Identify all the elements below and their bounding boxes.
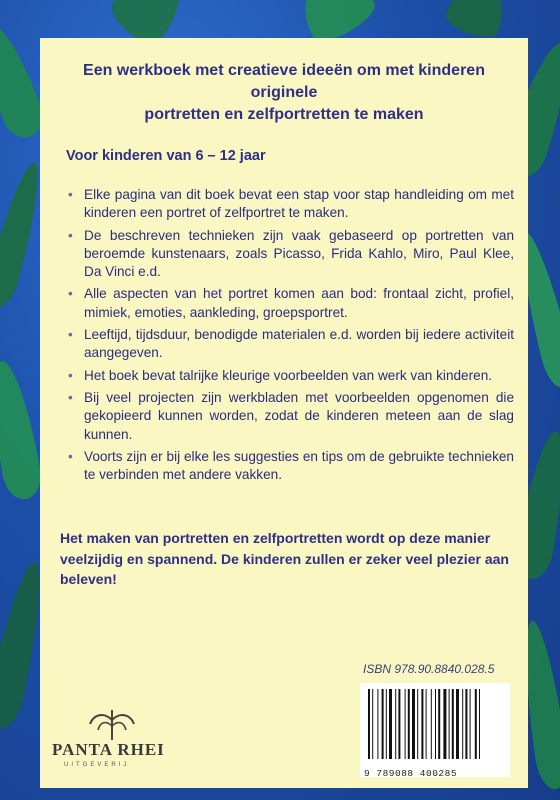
list-item: • De beschreven technieken zijn vaak gebaseerd op portretten van beroemde kunstenaars, zoals Picasso, Frida Kahlo, Miro, Paul Klee, Da Vinci e.d. <box>66 227 514 282</box>
list-item: • Leeftijd, tijdsduur, benodigde materialen e.d. worden bij iedere activiteit aangegeven. <box>66 326 514 363</box>
barcode <box>360 683 510 777</box>
list-item: • Alle aspecten van het portret komen aan bod: frontaal zicht, profiel, mimiek, emoties, aankleding, groepsportret. <box>66 285 514 322</box>
barcode-bars <box>360 683 510 763</box>
list-item: • Elke pagina van dit boek bevat een stap voor stap handleiding om met kinderen een portret of zelfportret te maken. <box>66 186 514 223</box>
fountain-icon <box>82 706 142 742</box>
back-cover-panel <box>40 38 528 788</box>
headline-line-1: Een werkboek met creatieve ideeën om met kinderen originele <box>83 62 485 101</box>
headline <box>40 60 528 126</box>
audience-label: Voor kinderen van 6 – 12 jaar <box>66 148 266 164</box>
list-item: • Bij veel projecten zijn werkbladen met voorbeelden opgenomen die gekopieerd kunnen worden, zodat de kinderen meteen aan de slag kunnen. <box>66 389 514 444</box>
feature-list <box>66 186 514 488</box>
leaf-decoration <box>442 0 512 43</box>
barcode-number: 9 789088 400285 <box>364 768 458 779</box>
publisher-name: PANTA RHEI <box>52 740 165 759</box>
list-item: • Het boek bevat talrijke kleurige voorbeelden van werk van kinderen. <box>66 367 514 385</box>
isbn-text: ISBN 978.90.8840.028.5 <box>363 662 495 676</box>
leaf-decoration <box>0 358 45 502</box>
closing-statement: Het maken van portretten en zelfportretten wordt op deze manier veelzijdig en spannend. De kinderen zullen er zeker veel plezier aan beleven! <box>60 530 509 587</box>
publisher-tagline: UITGEVERIJ <box>64 762 130 768</box>
headline-line-2: portretten en zelfportretten te maken <box>144 106 424 123</box>
publisher-logo <box>52 706 182 776</box>
list-item: • Voorts zijn er bij elke les suggesties en tips om de gebruikte technieken te verbinden met andere vakken. <box>66 448 514 485</box>
